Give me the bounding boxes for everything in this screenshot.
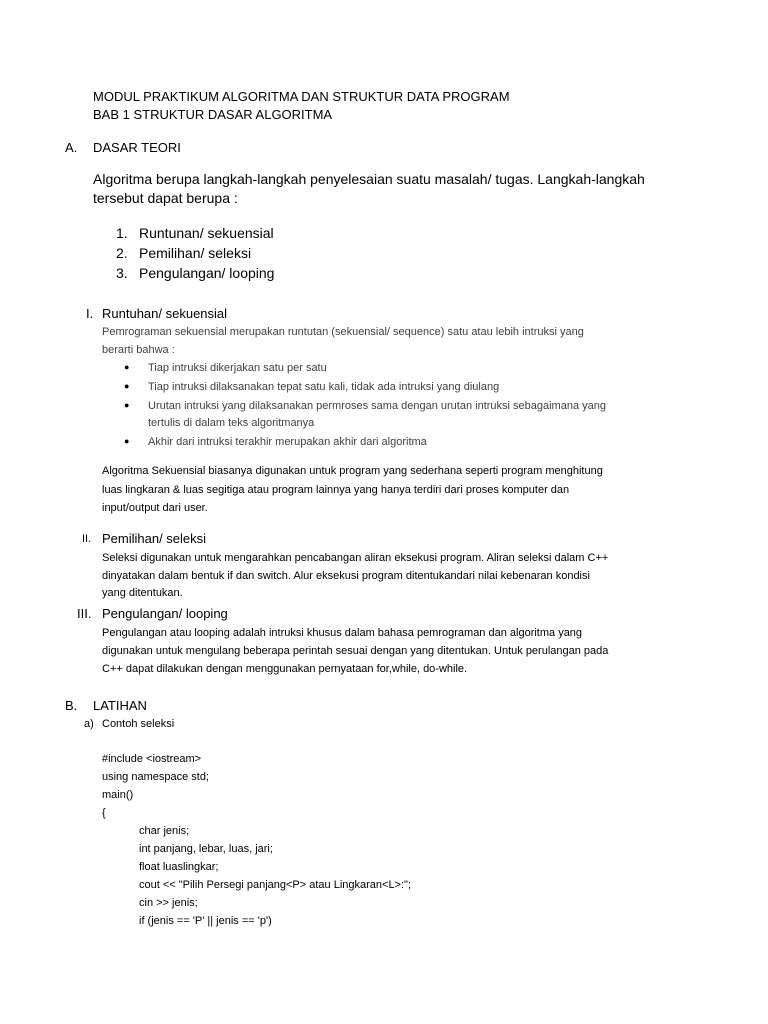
list-item-2: Pemilihan/ seleksi	[139, 245, 252, 261]
bullet-dot: ●	[124, 436, 130, 446]
sub2-title: Pemilihan/ seleksi	[102, 531, 207, 546]
sub3-para-line-2: digunakan untuk mengulang beberapa perintah sesuai dengan yang ditentukan. Untuk perulangan pada	[102, 645, 609, 657]
sub3-marker: III.	[77, 606, 92, 621]
intro-line-2: tersebut dapat berupa :	[93, 190, 238, 206]
code-line: float luaslingkar;	[139, 861, 219, 873]
sub2-para-line-1: Seleksi digunakan untuk mengarahkan pencabangan aliran eksekusi program. Aliran seleksi dalam C++	[102, 552, 609, 564]
sub1-para-line-1: Algoritma Sekuensial biasanya digunakan untuk program yang sederhana seperti program menghitung	[102, 465, 603, 477]
code-line: cin >> jenis;	[139, 897, 198, 909]
section-b-sub-title: Contoh seleksi	[102, 718, 175, 730]
code-line: using namespace std;	[102, 771, 210, 783]
sub3-para-line-1: Pengulangan atau looping adalah intruksi khusus dalam bahasa pemrograman dan algoritma yang	[102, 627, 583, 639]
sub2-marker: II.	[82, 533, 92, 545]
sub1-bullet-3: Urutan intruksi yang dilaksanakan permroses sama dengan urutan intruksi sebagaimana yang	[148, 400, 606, 412]
sub2-para-line-3: yang ditentukan.	[102, 587, 183, 599]
list-item-1: Runtunan/ sekuensial	[139, 225, 274, 241]
section-a-title: DASAR TEORI	[93, 140, 181, 155]
module-title: MODUL PRAKTIKUM ALGORITMA DAN STRUKTUR DATA PROGRAM	[93, 89, 510, 104]
list-num-2: 2.	[116, 245, 128, 261]
sub1-bullet-3-cont: tertulis di dalam teks algoritmanya	[148, 417, 315, 429]
sub1-para-line-3: input/output dari user.	[102, 502, 208, 514]
chapter-title: BAB 1 STRUKTUR DASAR ALGORITMA	[93, 107, 333, 122]
sub1-bullet-2: Tiap intruksi dilaksanakan tepat satu kali, tidak ada intruksi yang diulang	[148, 381, 500, 393]
sub1-title: Runtuhan/ sekuensial	[102, 306, 228, 321]
code-line: int panjang, lebar, luas, jari;	[139, 843, 273, 855]
list-num-3: 3.	[116, 265, 128, 281]
sub1-marker: I.	[86, 306, 94, 321]
code-line: if (jenis == 'P' || jenis == 'p')	[139, 915, 272, 927]
bullet-dot: ●	[124, 362, 130, 372]
list-item-3: Pengulangan/ looping	[139, 265, 275, 281]
sub3-para-line-3: C++ dapat dilakukan dengan menggunakan pernyataan for,while, do-while.	[102, 663, 468, 675]
sub1-desc-line-2: berarti bahwa :	[102, 344, 175, 356]
code-line: #include <iostream>	[102, 753, 202, 765]
sub1-para-line-2: luas lingkaran & luas segitiga atau program lainnya yang hanya terdiri dari proses komputer dan	[102, 484, 570, 496]
bullet-dot: ●	[124, 400, 130, 410]
intro-line-1: Algoritma berupa langkah-langkah penyelesaian suatu masalah/ tugas. Langkah-langkah	[93, 171, 645, 187]
sub1-bullet-1: Tiap intruksi dikerjakan satu per satu	[148, 362, 327, 374]
sub2-para-line-2: dinyatakan dalam bentuk if dan switch. Alur eksekusi program ditentukandari nilai kebenaran kondisi	[102, 570, 590, 582]
sub3-title: Pengulangan/ looping	[102, 606, 228, 621]
code-line: cout << "Pilih Persegi panjang<P> atau Lingkaran<L>:";	[139, 879, 412, 891]
sub1-desc-line-1: Pemrograman sekuensial merupakan runtutan (sekuensial/ sequence) satu atau lebih intruksi yang	[102, 326, 584, 338]
code-line: {	[102, 807, 106, 819]
section-b-marker: B.	[65, 698, 78, 713]
section-a-marker: A.	[65, 140, 78, 155]
section-b-sub-marker: a)	[84, 718, 94, 730]
code-line: main()	[102, 789, 134, 801]
sub1-bullet-4: Akhir dari intruksi terakhir merupakan akhir dari algoritma	[148, 436, 427, 448]
bullet-dot: ●	[124, 381, 130, 391]
code-line: char jenis;	[139, 825, 190, 837]
list-num-1: 1.	[116, 225, 128, 241]
section-b-title: LATIHAN	[93, 698, 147, 713]
